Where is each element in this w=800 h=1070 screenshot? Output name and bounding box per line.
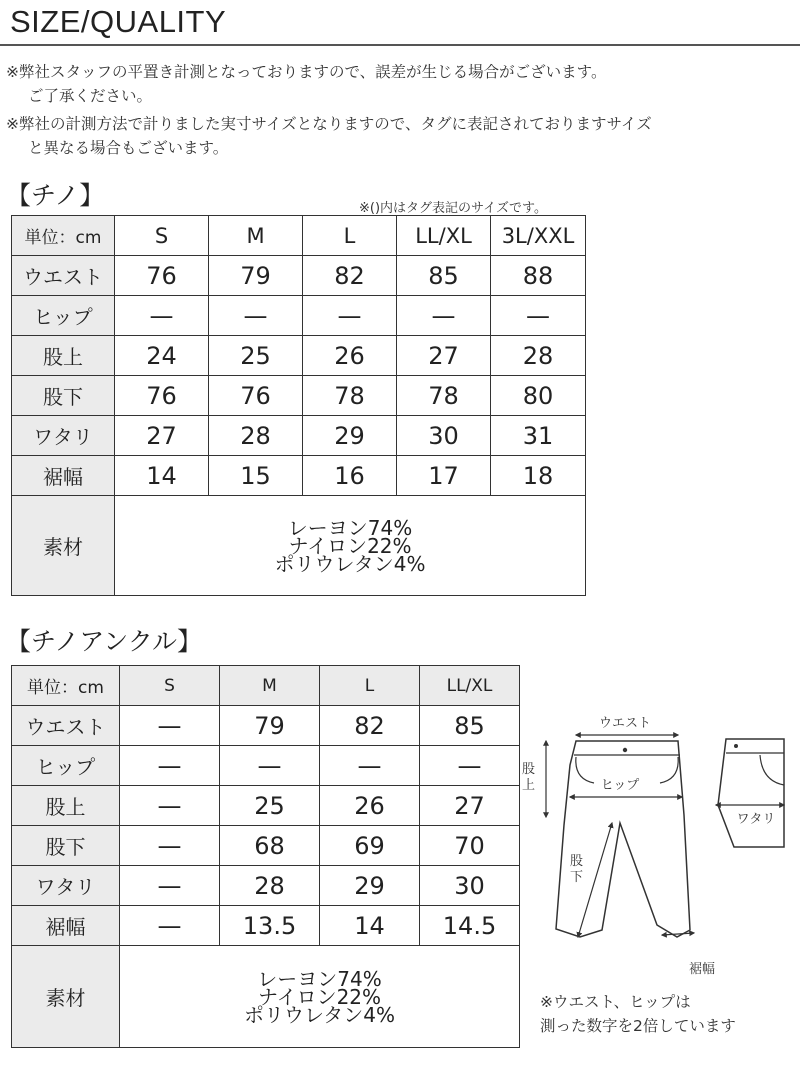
table-row [12, 786, 520, 826]
row-label: ヒップ [12, 296, 115, 336]
note-measurement [6, 60, 606, 108]
table-cell: 85 [397, 256, 491, 296]
size-header: S [120, 666, 220, 706]
diagram-note [540, 990, 736, 1038]
table-header-row [12, 666, 520, 706]
material-row [12, 946, 520, 1048]
note-tag-size [6, 112, 652, 160]
material-line: ナイロン22% [288, 533, 412, 558]
page-title: SIZE/QUALITY [10, 4, 227, 39]
table-row [12, 746, 520, 786]
table-cell: — [120, 746, 220, 786]
row-label: ウエスト [12, 706, 120, 746]
table-row [12, 296, 586, 336]
thigh-detail-outline [718, 739, 784, 847]
table-cell: 78 [397, 376, 491, 416]
size-header: S [115, 216, 209, 256]
diagram-label-waist: ウエスト [598, 716, 652, 731]
table-cell: 14.5 [420, 906, 520, 946]
row-label: 素材 [12, 946, 120, 1048]
material-cell [120, 946, 520, 1048]
table-row [12, 416, 586, 456]
table-cell: — [397, 296, 491, 336]
diagram-note-line: 測った数字を2倍しています [540, 1017, 736, 1035]
table-cell: 88 [491, 256, 586, 296]
thigh-detail-dot [734, 744, 738, 748]
table-row [12, 336, 586, 376]
table-cell: 78 [303, 376, 397, 416]
note-line: ※弊社の計測方法で計りました実寸サイズとなりますので、タグに表記されておりますサイズ [6, 115, 652, 133]
table-cell: — [303, 296, 397, 336]
table-cell: 14 [320, 906, 420, 946]
diagram-label-hip: ヒップ [600, 778, 640, 793]
table-cell: 85 [420, 706, 520, 746]
table-cell: 14 [115, 456, 209, 496]
size-header: LL/XL [420, 666, 520, 706]
size-table-chino [11, 215, 586, 596]
table-cell: 27 [397, 336, 491, 376]
tag-size-aside: ※()内はタグ表記のサイズです。 [359, 201, 547, 216]
size-table-chino-ankle [11, 665, 520, 1048]
table-cell: 30 [397, 416, 491, 456]
table-cell: — [420, 746, 520, 786]
table-cell: 29 [303, 416, 397, 456]
table-row [12, 866, 520, 906]
row-label: 素材 [12, 496, 115, 596]
row-label: 裾幅 [12, 906, 120, 946]
table-cell: — [209, 296, 303, 336]
table-cell: 28 [491, 336, 586, 376]
material-line: ナイロン22% [257, 984, 382, 1009]
row-label: ヒップ [12, 746, 120, 786]
button-dot [623, 748, 627, 752]
title-rule [0, 44, 800, 46]
table-cell: 30 [420, 866, 520, 906]
row-label: 股上 [12, 786, 120, 826]
diagram-label-inseam-2: 下 [570, 870, 584, 885]
diagram-label-thigh: ワタリ [736, 812, 776, 827]
table-cell: 76 [115, 256, 209, 296]
table-cell: 18 [491, 456, 586, 496]
diagram-label-hem: 裾幅 [688, 962, 716, 977]
note-line: と異なる場合もございます。 [28, 139, 229, 157]
pants-measurement-diagram [512, 705, 792, 985]
table-cell: — [120, 826, 220, 866]
table-row [12, 456, 586, 496]
table-cell: 69 [320, 826, 420, 866]
table-cell: 28 [220, 866, 320, 906]
table-cell: — [120, 906, 220, 946]
table-cell: 29 [320, 866, 420, 906]
table-cell: — [220, 746, 320, 786]
row-label: ウエスト [12, 256, 115, 296]
table-cell: 16 [303, 456, 397, 496]
note-line: ※弊社スタッフの平置き計測となっておりますので、誤差が生じる場合がございます。 [6, 63, 607, 81]
diagram-note-line: ※ウエスト、ヒップは [540, 993, 691, 1011]
table-cell: 80 [491, 376, 586, 416]
note-line: ご了承ください。 [28, 87, 153, 105]
table-cell: 25 [209, 336, 303, 376]
material-row [12, 496, 586, 596]
table-row [12, 376, 586, 416]
material-line: ポリウレタン4% [244, 1002, 395, 1027]
table-cell: 68 [220, 826, 320, 866]
table-cell: 26 [303, 336, 397, 376]
section-title-chino-ankle: 【チノアンクル】 [6, 627, 203, 656]
row-label: 股上 [12, 336, 115, 376]
material-cell [115, 496, 586, 596]
table-cell: 70 [420, 826, 520, 866]
row-label: ワタリ [12, 416, 115, 456]
table-header-row [12, 216, 586, 256]
material-line: レーヨン74% [257, 966, 382, 991]
table-cell: 82 [303, 256, 397, 296]
table-cell: 79 [209, 256, 303, 296]
table-cell: 24 [115, 336, 209, 376]
table-cell: 82 [320, 706, 420, 746]
table-cell: 13.5 [220, 906, 320, 946]
size-header: LL/XL [397, 216, 491, 256]
table-cell: — [120, 786, 220, 826]
table-row [12, 256, 586, 296]
material-line: ポリウレタン4% [274, 551, 426, 576]
table-cell: — [115, 296, 209, 336]
diagram-label-rise: 股 [522, 762, 536, 777]
table-row [12, 906, 520, 946]
diagram-label-rise-2: 上 [522, 778, 536, 793]
table-cell: 76 [209, 376, 303, 416]
row-label: 股下 [12, 826, 120, 866]
table-cell: 15 [209, 456, 303, 496]
pants-outline [556, 741, 690, 937]
size-header: L [320, 666, 420, 706]
material-line: レーヨン74% [287, 515, 413, 540]
size-header: M [220, 666, 320, 706]
size-header: L [303, 216, 397, 256]
unit-label: 単位：cm [12, 666, 120, 706]
table-cell: 76 [115, 376, 209, 416]
table-cell: 17 [397, 456, 491, 496]
table-cell: 31 [491, 416, 586, 456]
table-cell: — [120, 706, 220, 746]
table-cell: 25 [220, 786, 320, 826]
table-row [12, 826, 520, 866]
table-cell: — [320, 746, 420, 786]
section-title-chino: 【チノ】 [6, 181, 105, 210]
diagram-label-inseam: 股 [570, 854, 584, 869]
unit-label: 単位：cm [12, 216, 115, 256]
table-cell: 26 [320, 786, 420, 826]
row-label: 裾幅 [12, 456, 115, 496]
table-cell: 27 [115, 416, 209, 456]
size-header: 3L/XXL [491, 216, 586, 256]
table-cell: — [120, 866, 220, 906]
table-cell: 79 [220, 706, 320, 746]
size-header: M [209, 216, 303, 256]
row-label: 股下 [12, 376, 115, 416]
table-cell: — [491, 296, 586, 336]
table-row [12, 706, 520, 746]
table-cell: 27 [420, 786, 520, 826]
row-label: ワタリ [12, 866, 120, 906]
table-cell: 28 [209, 416, 303, 456]
